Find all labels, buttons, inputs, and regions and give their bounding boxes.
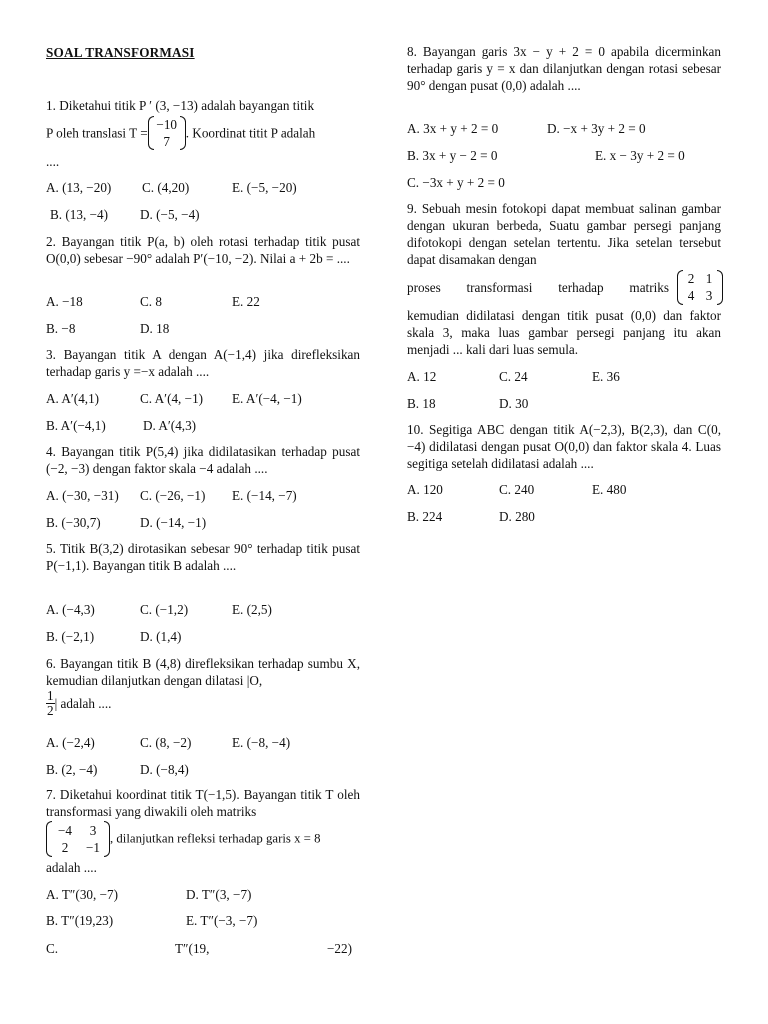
question-8-text: 8. Bayangan garis 3x − y + 2 = 0 apabila dicerminkan terhadap garis y = x dan dilanjutkan dengan rotasi sebesar 90° dengan pusat (0,0) adalah .... bbox=[407, 44, 721, 93]
question-6-text: 6. Bayangan titik B (4,8) direfleksikan terhadap sumbu X, kemudian dilanjutkan dengan dilatasi |O, bbox=[46, 656, 360, 688]
option-b[interactable]: B. (−2,1) bbox=[46, 629, 95, 644]
option-d[interactable]: D. T″(3, −7) bbox=[186, 887, 252, 902]
option-d[interactable]: D. −x + 3y + 2 = 0 bbox=[547, 121, 646, 136]
page-title: SOAL TRANSFORMASI bbox=[46, 45, 195, 60]
option-e[interactable]: E. T″(−3, −7) bbox=[186, 913, 258, 928]
fraction-denominator: 2 bbox=[47, 703, 54, 718]
question-5-text: 5. Titik B(3,2) dirotasikan sebesar 90° terhadap titik pusat P(−1,1). Bayangan titik B adalah .... bbox=[46, 541, 360, 573]
question-7-text: 7. Diketahui koordinat titik T(−1,5). Bayangan titik T oleh transformasi yang diwakili oleh matriks bbox=[46, 787, 360, 819]
option-a[interactable]: A. (−4,3) bbox=[46, 602, 95, 617]
option-a[interactable]: A. −18 bbox=[46, 294, 83, 309]
option-a[interactable]: A. A′(4,1) bbox=[46, 391, 100, 406]
question-4-text: 4. Bayangan titik P(5,4) jika didilatasikan terhadap pusat (−2, −3) dengan faktor skala −4 adalah .... bbox=[46, 444, 360, 476]
option-c[interactable]: C. 240 bbox=[499, 482, 535, 497]
option-d[interactable]: D. (1,4) bbox=[140, 629, 182, 644]
option-b[interactable]: B. (−30,7) bbox=[46, 515, 101, 530]
question-9-matrix-label: proses transformasi terhadap matriks bbox=[407, 280, 669, 295]
option-c[interactable]: C. (−26, −1) bbox=[140, 488, 206, 503]
question-10-text: 10. Segitiga ABC dengan titik A(−2,3), B(2,3), dan C(0, −4) didilatasi dengan pusat O(0,0) dan faktor skala 4. Luas segitiga setelah didilatasi adalah .... bbox=[407, 422, 721, 471]
option-b[interactable]: B. A′(−4,1) bbox=[46, 418, 106, 433]
question-1-line-3: .... bbox=[46, 154, 60, 169]
matrix-entry: −1 bbox=[85, 840, 101, 855]
option-d[interactable]: D. 280 bbox=[499, 509, 535, 524]
option-b[interactable]: B. (13, −4) bbox=[50, 207, 108, 222]
transformation-matrix bbox=[46, 821, 110, 857]
transformation-matrix bbox=[677, 270, 723, 305]
option-e[interactable]: E. (−8, −4) bbox=[232, 735, 291, 750]
option-a[interactable]: A. (13, −20) bbox=[46, 180, 112, 195]
option-b[interactable]: B. T″(19,23) bbox=[46, 913, 114, 928]
option-c[interactable]: C. bbox=[46, 941, 59, 956]
option-e[interactable]: E. (−14, −7) bbox=[232, 488, 297, 503]
option-c[interactable]: C. (4,20) bbox=[142, 180, 190, 195]
question-7-matrix-line bbox=[46, 821, 366, 857]
option-c[interactable]: C. (−1,2) bbox=[140, 602, 189, 617]
option-e[interactable]: E. 22 bbox=[232, 294, 260, 309]
question-6-dilation-line bbox=[46, 689, 111, 718]
option-c[interactable]: C. −3x + y + 2 = 0 bbox=[407, 175, 505, 190]
matrix-entry: 4 bbox=[687, 288, 695, 303]
option-d[interactable]: D. (−8,4) bbox=[140, 762, 189, 777]
question-9-text-2: kemudian didilatasi dengan titik pusat (0,0) dan faktor skala 3, maka luas gambar persegi panjang itu akan menjadi ... kali dari luas semula. bbox=[407, 308, 721, 357]
question-3-text: 3. Bayangan titik A dengan A(−1,4) jika direfleksikan terhadap garis y =−x adalah .... bbox=[46, 347, 360, 379]
option-b[interactable]: B. (2, −4) bbox=[46, 762, 98, 777]
option-e[interactable]: E. A′(−4, −1) bbox=[232, 391, 302, 406]
option-c[interactable]: C. 8 bbox=[140, 294, 162, 309]
option-b[interactable]: B. 224 bbox=[407, 509, 443, 524]
matrix-entry: 3 bbox=[89, 823, 97, 838]
option-c[interactable]: C. 24 bbox=[499, 369, 528, 384]
option-c[interactable]: C. A′(4, −1) bbox=[140, 391, 204, 406]
option-c[interactable]: C. (8, −2) bbox=[140, 735, 192, 750]
question-7-line-end: adalah .... bbox=[46, 860, 97, 875]
vector-entry: −10 bbox=[156, 117, 178, 132]
option-e[interactable]: E. x − 3y + 2 = 0 bbox=[595, 148, 685, 163]
question-7-tail: , dilanjutkan refleksi terhadap garis x = 8 bbox=[110, 831, 321, 846]
translation-vector bbox=[148, 116, 186, 150]
question-1-line-2 bbox=[46, 116, 360, 152]
option-d[interactable]: D. 18 bbox=[140, 321, 170, 336]
option-b[interactable]: B. 3x + y − 2 = 0 bbox=[407, 148, 498, 163]
dilation-fraction bbox=[46, 689, 55, 718]
question-2-text: 2. Bayangan titik P(a, b) oleh rotasi terhadap titik pusat O(0,0) sebesar −90° adalah P′(−10, −2). Nilai a + 2b = .... bbox=[46, 234, 360, 266]
option-a[interactable]: A. 3x + y + 2 = 0 bbox=[407, 121, 499, 136]
option-a[interactable]: A. T″(30, −7) bbox=[46, 887, 119, 902]
option-a[interactable]: A. (−2,4) bbox=[46, 735, 95, 750]
option-e[interactable]: E. (−5, −20) bbox=[232, 180, 297, 195]
option-d[interactable]: D. (−14, −1) bbox=[140, 515, 207, 530]
option-d[interactable]: D. (−5, −4) bbox=[140, 207, 200, 222]
option-a[interactable]: A. (−30, −31) bbox=[46, 488, 119, 503]
option-c-value-part-2[interactable]: −22) bbox=[327, 941, 353, 956]
matrix-entry: 2 bbox=[687, 271, 695, 286]
option-b[interactable]: B. −8 bbox=[46, 321, 76, 336]
question-6-tail: | adalah .... bbox=[54, 696, 112, 711]
option-d[interactable]: D. 30 bbox=[499, 396, 529, 411]
option-b[interactable]: B. 18 bbox=[407, 396, 436, 411]
option-d[interactable]: D. A′(4,3) bbox=[143, 418, 197, 433]
matrix-entry: 3 bbox=[705, 288, 713, 303]
question-1-line-1: 1. Diketahui titik P ′ (3, −13) adalah bayangan titik bbox=[46, 98, 315, 113]
question-9-text: 9. Sebuah mesin fotokopi dapat membuat salinan gambar dengan ukuran berbeda, Suatu gambar persegi panjang difotokopi dengan setelan tertentu. Jika setelan tersebut dapat disamakan dengan bbox=[407, 201, 721, 267]
question-9-matrix-line bbox=[407, 270, 721, 306]
question-1-line-2-tail: . Koordinat titit P adalah bbox=[185, 125, 316, 141]
option-e[interactable]: E. 36 bbox=[592, 369, 620, 384]
option-e[interactable]: E. 480 bbox=[592, 482, 627, 497]
question-1-translation-label: P oleh translasi T = bbox=[46, 125, 148, 141]
option-c-value-part-1[interactable]: T″(19, bbox=[175, 941, 210, 956]
option-a[interactable]: A. 12 bbox=[407, 369, 437, 384]
matrix-entry: −4 bbox=[57, 823, 73, 838]
fraction-numerator: 1 bbox=[47, 688, 54, 703]
option-a[interactable]: A. 120 bbox=[407, 482, 443, 497]
matrix-entry: 2 bbox=[61, 840, 69, 855]
vector-entry: 7 bbox=[163, 134, 170, 149]
matrix-entry: 1 bbox=[705, 271, 713, 286]
option-e[interactable]: E. (2,5) bbox=[232, 602, 272, 617]
